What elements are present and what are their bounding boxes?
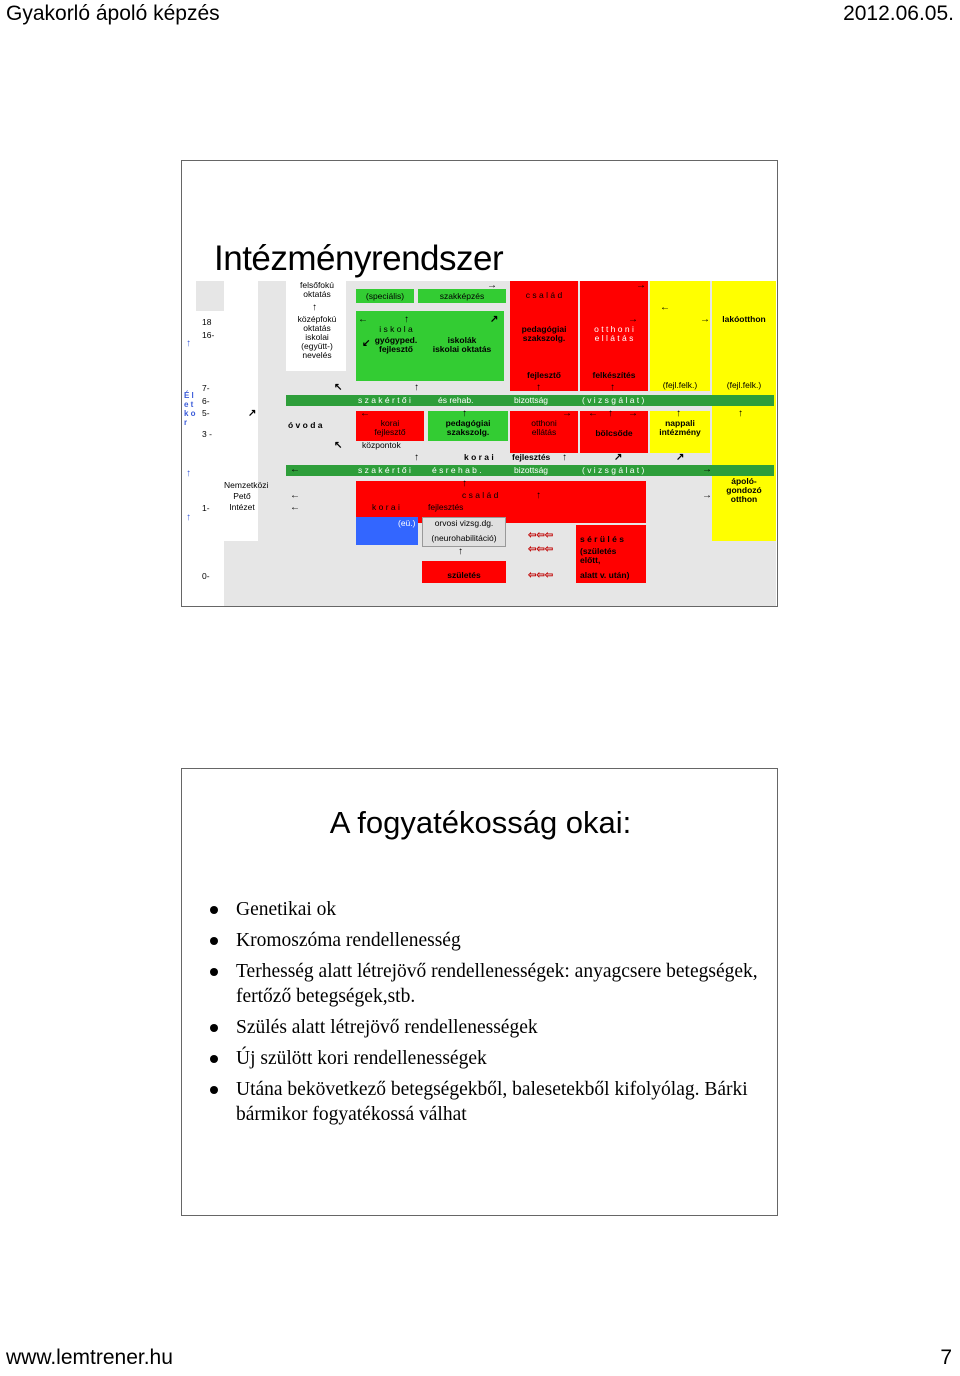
up-arrow-icon: ↑ xyxy=(186,512,191,523)
bullet-icon xyxy=(210,1055,218,1063)
up-arrow-icon: ↑ xyxy=(186,338,191,349)
up-left-arrow-icon: ↖ xyxy=(334,440,343,451)
label-fejl-felk-2: (fejl.felk.) xyxy=(726,380,762,390)
slide-fogyatekossag-okai xyxy=(181,768,778,1216)
left-arrow-icon: ← xyxy=(290,502,300,513)
up-arrow-icon: ↑ xyxy=(404,314,409,325)
label-szakertoi-1: s z a k é r t ő i xyxy=(358,395,411,405)
label-kozpontok: központok xyxy=(362,440,401,450)
label-gyogyped: gyógyped. fejlesztő xyxy=(374,335,418,354)
label-felsofoku: felsőfokú oktatás xyxy=(299,280,335,299)
label-pedagogiai-1: pedagógiai szakszolg. xyxy=(521,324,567,343)
down-left-arrow-icon: ↙ xyxy=(362,338,371,349)
list-item: Kromoszóma rendellenesség xyxy=(204,928,764,953)
bullet-icon xyxy=(210,937,218,945)
label-felkeszites: felkészítés xyxy=(592,370,636,380)
left-arrow-icon: ← xyxy=(290,464,300,475)
footer-site: www.lemtrener.hu xyxy=(6,1346,173,1369)
label-fejl-felk-1: (fejl.felk.) xyxy=(662,380,698,390)
left-arrow-icon: ← xyxy=(290,490,300,501)
list-item: Új szülött kori rendellenességek xyxy=(204,1046,764,1071)
label-szuletes-elott: (születés előtt, xyxy=(580,546,617,565)
slide-title: A fogyatékosság okai: xyxy=(329,805,632,840)
up-arrow-icon: ↑ xyxy=(608,408,613,419)
age-18: 18 xyxy=(202,317,212,327)
label-es-rehab-1: és rehab. xyxy=(438,395,474,405)
label-korai-2: k o r a i xyxy=(464,452,494,462)
right-arrow-icon: → xyxy=(562,408,572,419)
label-apolo-gondozo: ápoló- gondozó otthon xyxy=(726,476,762,504)
slide-title: Intézményrendszer xyxy=(214,239,504,278)
age-6: 6- xyxy=(202,396,210,406)
label-iskolak: iskolák iskolai oktatás xyxy=(432,335,492,354)
up-arrow-icon: ↑ xyxy=(562,452,567,463)
label-pedagogiai-2: pedagógiai szakszolg. xyxy=(445,418,491,437)
label-nappali: nappali intézmény xyxy=(659,418,701,437)
label-korai-3: k o r a i xyxy=(372,502,400,512)
right-arrow-icon: → xyxy=(487,280,497,291)
left-arrows-icon: ⇦⇦⇦ xyxy=(528,570,554,581)
left-arrow-icon: ← xyxy=(588,408,598,419)
label-alatt-utan: alatt v. után) xyxy=(580,570,630,580)
page-header xyxy=(0,0,960,30)
label-csalad-2: c s a l á d xyxy=(462,490,499,500)
label-iskolai-egyutt: iskolai (együtt-) nevelés xyxy=(301,332,333,360)
slide-intezmenyrendszer xyxy=(181,160,778,607)
age-0: 0- xyxy=(202,571,210,581)
label-lakootthon: lakóotthon xyxy=(722,314,766,324)
label-ovoda: ó v o d a xyxy=(288,420,323,430)
label-iskola: i s k o l a xyxy=(379,324,413,334)
label-kozepfoku: középfokú oktatás xyxy=(297,314,337,333)
up-right-arrow-icon: ↗ xyxy=(614,452,623,463)
document-title: Gyakorló ápoló képzés xyxy=(6,2,220,25)
right-arrow-icon: → xyxy=(700,314,710,325)
up-arrow-icon: ↑ xyxy=(312,302,317,313)
label-szakertoi-2: s z a k é r t ő i xyxy=(358,465,411,475)
up-arrow-icon: ↑ xyxy=(462,478,467,489)
up-right-arrow-icon: ↗ xyxy=(676,452,685,463)
label-szuletes: születés xyxy=(447,570,481,580)
up-arrow-icon: ↑ xyxy=(186,468,191,479)
label-serules: s é r ü l é s xyxy=(580,534,624,544)
label-otthoni-2: otthoni ellátás xyxy=(531,418,557,437)
list-item: Genetikai ok xyxy=(204,897,764,922)
up-arrow-icon: ↑ xyxy=(462,408,467,419)
age-16: 16- xyxy=(202,330,215,340)
label-bolcsode: bölcsőde xyxy=(595,428,633,438)
document-date: 2012.06.05. xyxy=(843,2,954,25)
label-fejleszto: fejlesztő xyxy=(526,370,561,380)
label-otthoni-ellatas-top: o t t h o n i e l l á t á s xyxy=(594,324,634,343)
label-vizsgalat-1: ( v i z s g á l a t ) xyxy=(582,395,645,405)
up-left-arrow-icon: ↖ xyxy=(334,382,343,393)
right-arrow-icon: → xyxy=(628,314,638,325)
label-neurohabilitacio: (neurohabilitáció) xyxy=(431,533,497,543)
age-7: 7- xyxy=(202,383,210,393)
left-arrow-icon: ← xyxy=(360,408,370,419)
label-fejlesztes-2: fejlesztés xyxy=(428,502,464,512)
label-eu: (eü.) xyxy=(398,518,416,528)
label-orvosi: orvosi vizsg.dg. xyxy=(434,518,494,528)
bullet-icon xyxy=(210,968,218,976)
up-arrow-icon: ↑ xyxy=(414,452,419,463)
bullet-list xyxy=(204,897,764,1133)
page-footer xyxy=(0,1346,960,1376)
bullet-icon xyxy=(210,1024,218,1032)
right-arrow-icon: → xyxy=(702,464,712,475)
label-bizottsag-1: bizottság xyxy=(514,395,549,405)
label-szakkepzes: szakképzés xyxy=(439,291,485,301)
list-item: Utána bekövetkező betegségekből, balesetekből kifolyólag. Bárki bármikor fogyatékossá válhat xyxy=(204,1077,764,1127)
left-arrows-icon: ⇦⇦⇦ xyxy=(528,530,554,541)
left-arrows-icon: ⇦⇦⇦ xyxy=(528,544,554,555)
page-number: 7 xyxy=(940,1346,952,1369)
label-csalad-top: c s a l á d xyxy=(525,290,563,300)
left-arrow-icon: ← xyxy=(358,314,368,325)
fejl-felk-block xyxy=(650,281,710,391)
up-arrow-icon: ↑ xyxy=(414,382,419,393)
list-item: Szülés alatt létrejövő rendellenességek xyxy=(204,1015,764,1040)
right-arrow-icon: → xyxy=(628,408,638,419)
axis-label: É l e t k o r xyxy=(184,391,196,427)
up-arrow-icon: ↑ xyxy=(536,382,541,393)
up-right-arrow-icon: ↗ xyxy=(248,408,257,419)
label-korai-1: korai fejlesztő xyxy=(374,418,406,437)
label-specialis: (speciális) xyxy=(365,291,405,301)
up-arrow-icon: ↑ xyxy=(676,408,681,419)
list-item: Terhesség alatt létrejövő rendellenességek: anyagcsere betegségek, fertőző betegségek,stb. xyxy=(204,959,764,1009)
label-bizottsag-2: bizottság xyxy=(514,465,549,475)
up-arrow-icon: ↑ xyxy=(536,490,541,501)
age-1: 1- xyxy=(202,503,210,513)
up-arrow-icon: ↑ xyxy=(458,546,463,557)
bullet-icon xyxy=(210,906,218,914)
label-es-rehab-2: é s r e h a b . xyxy=(432,465,482,475)
age-5: 5- xyxy=(202,408,210,418)
left-arrow-icon: ← xyxy=(660,302,670,313)
age-axis-column xyxy=(196,311,224,607)
right-arrow-icon: → xyxy=(636,280,646,291)
up-arrow-icon: ↑ xyxy=(738,408,743,419)
right-arrow-icon: → xyxy=(702,490,712,501)
label-intezet: Intézet xyxy=(229,502,255,512)
up-right-arrow-icon: ↗ xyxy=(490,314,499,325)
label-vizsgalat-2: ( v i z s g á l a t ) xyxy=(582,465,645,475)
label-peto: Pető xyxy=(233,491,251,501)
up-arrow-icon: ↑ xyxy=(610,382,615,393)
bullet-icon xyxy=(210,1086,218,1094)
institution-diagram xyxy=(182,281,778,607)
age-3: 3 - xyxy=(202,429,212,439)
label-nemzetkozi: Nemzetközi xyxy=(224,480,269,490)
label-fejlesztes-1: fejlesztés xyxy=(512,452,551,462)
